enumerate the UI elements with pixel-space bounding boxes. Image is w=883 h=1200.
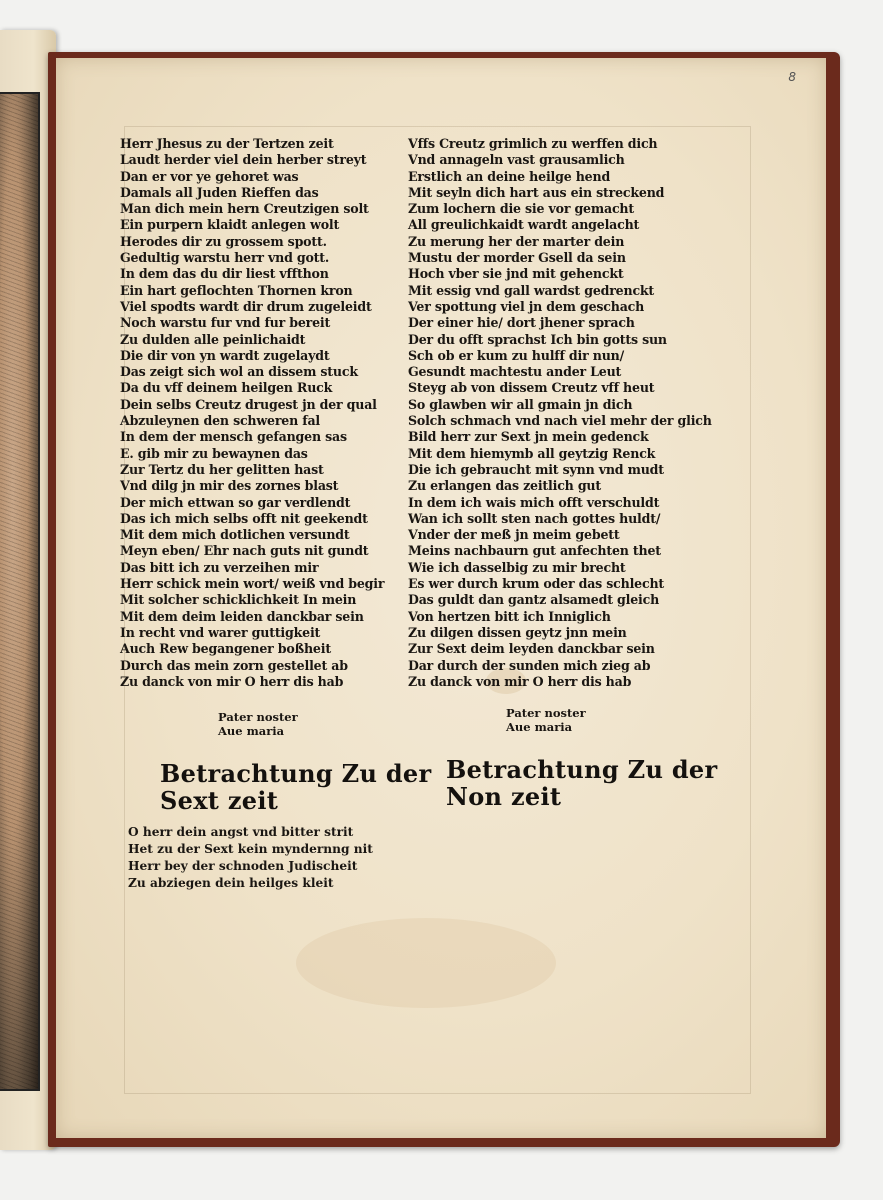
verse-line: Zu danck von mir O herr dis hab	[120, 673, 344, 689]
verse-line: Dar durch der sunden mich zieg ab	[408, 657, 651, 673]
verse-line: Herodes dir zu grossem spott.	[120, 233, 327, 249]
none-heading	[446, 756, 717, 810]
verse-line: Gesundt machtestu ander Leut	[408, 364, 622, 380]
verse-line: Het zu der Sext kein myndernng nit	[128, 842, 373, 856]
verse-line: Damals all Juden Rieffen das	[120, 184, 319, 200]
verse-line: Das bitt ich zu verzeihen mir	[120, 559, 319, 575]
verse-line: Mit dem deim leiden danckbar sein	[120, 608, 364, 624]
verse-line: Das zeigt sich wol an dissem stuck	[120, 364, 358, 380]
right-verse-column	[408, 136, 738, 690]
verse-line: Sch ob er kum zu hulff dir nun/	[408, 347, 625, 363]
verse-line: Mustu der morder Gsell da sein	[408, 250, 626, 266]
verse-line: Herr schick mein wort/ weiß vnd begir	[120, 576, 385, 592]
verse-line: Herr Jhesus zu der Tertzen zeit	[120, 136, 334, 151]
verse-line: Es wer durch krum oder das schlecht	[408, 576, 665, 592]
verse-line: O herr dein angst vnd bitter strit	[128, 825, 354, 839]
verse-line: Mit essig vnd gall wardst gedrenckt	[408, 282, 655, 298]
prayer-rubric-right	[506, 706, 586, 734]
verse-line: Mit dem mich dotlichen versundt	[120, 527, 350, 543]
sext-verse-stanza	[128, 824, 373, 892]
verse-line: Vffs Creutz grimlich zu werffen dich	[408, 136, 658, 151]
verse-line: Der einer hie/ dort jhener sprach	[408, 315, 635, 331]
verse-line: Die ich gebraucht mit synn vnd mudt	[408, 461, 664, 477]
verse-line: Ver spottung viel jn dem geschach	[408, 298, 645, 314]
heading-line: Sext zeit	[160, 786, 279, 815]
verse-line: Dein selbs Creutz drugest jn der qual	[120, 396, 377, 412]
verse-line: Ein hart geflochten Thornen kron	[120, 282, 353, 298]
heading-line: Betrachtung Zu der	[160, 759, 432, 788]
left-verse-column	[120, 136, 420, 690]
verse-line: In dem ich wais mich offt verschuldt	[408, 494, 660, 510]
verse-line: Von hertzen bitt ich Inniglich	[408, 608, 611, 624]
sext-heading	[160, 760, 431, 814]
verse-line: Der du offt sprachst Ich bin gotts sun	[408, 331, 667, 347]
verse-line: Zum lochern die sie vor gemacht	[408, 201, 634, 217]
verse-line: Gedultig warstu herr vnd gott.	[120, 250, 330, 266]
verse-line: Zu abziegen dein heilges kleit	[128, 876, 334, 890]
verse-line: Zu danck von mir O herr dis hab	[408, 673, 632, 689]
verse-line: Meins nachbaurn gut anfechten thet	[408, 543, 661, 559]
verse-line: All greulichkaidt wardt angelacht	[408, 217, 640, 233]
printed-page	[56, 58, 826, 1138]
verse-line: Das ich mich selbs offt nit geekendt	[120, 510, 368, 526]
folio-number: 8	[788, 70, 796, 84]
verse-line: Mit seyln dich hart aus ein streckend	[408, 184, 665, 200]
heading-line: Non zeit	[446, 782, 562, 811]
verse-line: Erstlich an deine heilge hend	[408, 168, 611, 184]
verse-line: So glawben wir all gmain jn dich	[408, 396, 633, 412]
verse-line: Laudt herder viel dein herber streyt	[120, 152, 367, 168]
verse-line: Noch warstu fur vnd fur bereit	[120, 315, 331, 331]
verse-line: Mit dem hiemymb all geytzig Renck	[408, 445, 656, 461]
verse-line: Mit solcher schicklichkeit In mein	[120, 592, 357, 608]
verse-line: Dan er vor ye gehoret was	[120, 168, 299, 184]
prayer-line: Aue maria	[506, 720, 573, 734]
verse-line: Steyg ab von dissem Creutz vff heut	[408, 380, 655, 396]
verse-line: Zu dulden alle peinlichaidt	[120, 331, 306, 347]
verse-line: Zur Sext deim leyden danckbar sein	[408, 641, 655, 657]
verse-line: Das guldt dan gantz alsamedt gleich	[408, 592, 660, 608]
verse-line: In dem der mensch gefangen sas	[120, 429, 347, 445]
verse-line: Zu erlangen das zeitlich gut	[408, 478, 602, 494]
verse-line: Man dich mein hern Creutzigen solt	[120, 201, 369, 217]
prayer-rubric-left	[218, 710, 298, 738]
woodcut-illustration-fragment	[0, 92, 40, 1091]
verse-line: Solch schmach vnd nach viel mehr der glich	[408, 413, 712, 429]
verse-line: Wie ich dasselbig zu mir brecht	[408, 559, 626, 575]
prayer-line: Aue maria	[218, 724, 285, 738]
verse-line: Meyn eben/ Ehr nach guts nit gundt	[120, 543, 369, 559]
verse-line: Zu dilgen dissen geytz jnn mein	[408, 624, 627, 640]
verse-line: Vnd dilg jn mir des zornes blast	[120, 478, 339, 494]
verse-line: Die dir von yn wardt zugelaydt	[120, 347, 330, 363]
verse-line: Der mich ettwan so gar verdlendt	[120, 494, 351, 510]
prayer-line: Pater noster	[218, 710, 298, 724]
verse-line: Ein purpern klaidt anlegen wolt	[120, 217, 340, 233]
verse-line: Herr bey der schnoden Judischeit	[128, 859, 358, 873]
verse-line: Da du vff deinem heilgen Ruck	[120, 380, 333, 396]
verse-line: Auch Rew begangener boßheit	[120, 641, 331, 657]
verse-line: Bild herr zur Sext jn mein gedenck	[408, 429, 649, 445]
verse-line: Hoch vber sie jnd mit gehenckt	[408, 266, 624, 282]
verse-line: Viel spodts wardt dir drum zugeleidt	[120, 298, 372, 314]
verse-line: In recht vnd warer guttigkeit	[120, 624, 321, 640]
verse-line: In dem das du dir liest vffthon	[120, 266, 329, 282]
verse-line: Vnder der meß jn meim gebett	[408, 527, 620, 543]
verse-line: Vnd annageln vast grausamlich	[408, 152, 625, 168]
heading-line: Betrachtung Zu der	[446, 755, 718, 784]
verse-line: Abzuleynen den schweren fal	[120, 413, 320, 429]
verse-line: Zu merung her der marter dein	[408, 233, 625, 249]
verse-line: Durch das mein zorn gestellet ab	[120, 657, 348, 673]
prayer-line: Pater noster	[506, 706, 586, 720]
verse-line: E. gib mir zu bewaynen das	[120, 445, 308, 461]
verse-line: Zur Tertz du her gelitten hast	[120, 461, 324, 477]
verse-line: Wan ich sollt sten nach gottes huldt/	[408, 510, 661, 526]
